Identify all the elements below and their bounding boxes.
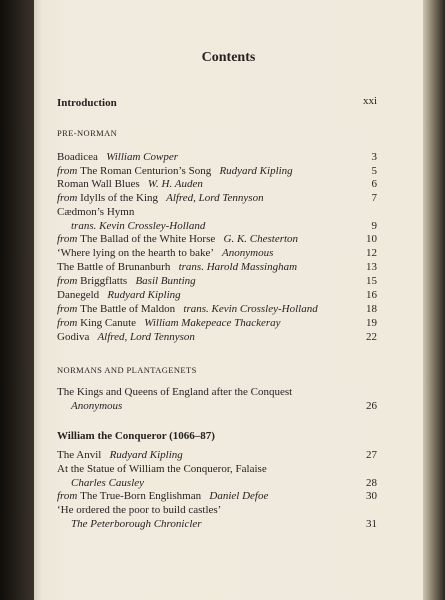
entry-author: The Peterborough Chronicler [71,518,202,530]
entry-page-number: 28 [366,477,377,489]
entry-prefix: from [57,317,81,329]
entry-author: G. K. Chesterton [215,233,299,245]
page-title: Contents [201,50,256,65]
entry-page-number: 27 [366,449,377,461]
introduction-page: xxi [362,95,377,107]
entry-title: Boadicea [57,151,98,163]
entry-title: The Battle of Maldon [80,303,176,315]
entry-author: Basil Bunting [127,275,196,287]
entry-prefix: from [57,165,81,177]
toc-entry [57,463,267,476]
toc-entry [57,165,293,178]
entry-author: Alfred, Lord Tennyson [89,331,195,343]
entry-page-number: 19 [366,317,377,329]
entry-prefix: from [57,490,81,502]
entry-page-number: 3 [371,151,377,163]
entry-title: At the Statue of William the Conqueror, Falaise [57,463,267,475]
toc-entry [57,233,298,246]
entry-author: Alfred, Lord Tennyson [158,192,264,204]
toc-entry [57,151,178,164]
entry-page-number: 12 [366,247,377,259]
toc-entry [57,331,195,344]
introduction-label: Introduction [57,97,117,109]
page-edge [423,0,445,600]
entry-prefix: from [57,192,81,204]
entry-author: William Makepeace Thackeray [136,317,281,329]
toc-entry [57,261,297,274]
entry-page-number: 16 [366,289,377,301]
entry-page-number: 18 [366,303,377,315]
entry-title: ‘He ordered the poor to build castles’ [57,504,222,516]
toc-entry [57,178,203,191]
entry-author: trans. Harold Massingham [170,261,298,273]
entry-author: Rudyard Kipling [211,165,293,177]
section-heading-william: William the Conqueror (1066–87) [57,430,215,442]
entry-author: W. H. Auden [139,178,203,190]
entry-author: trans. Kevin Crossley-Holland [71,220,206,232]
entry-author: Rudyard Kipling [99,289,181,301]
section-heading-normans: NORMANS AND PLANTAGENETS [57,365,197,375]
entry-author: Rudyard Kipling [101,449,183,461]
entry-page-number: 9 [371,220,377,232]
entry-author: Anonymous [214,247,274,259]
toc-entry [57,289,181,302]
entry-page-number: 31 [366,518,377,530]
toc-entry [57,192,264,205]
entry-author: Daniel Defoe [201,490,269,502]
entry-page-number: 30 [366,490,377,502]
toc-entry [57,490,268,503]
entry-author: Anonymous [71,400,123,412]
entry-author: trans. Kevin Crossley-Holland [175,303,318,315]
entry-title: King Canute [80,317,137,329]
entry-author: William Cowper [97,151,178,163]
entry-prefix: from [57,303,81,315]
entry-title: The Kings and Queens of England after the Conquest [57,386,293,398]
toc-entry [57,206,134,219]
entry-page-number: 22 [366,331,377,343]
toc-entry [57,386,292,399]
entry-prefix: from [57,275,81,287]
book-gutter [0,0,34,600]
toc-entry [57,247,273,260]
entry-title: ‘Where lying on the hearth to bake’ [57,247,214,259]
entry-page-number: 6 [371,178,377,190]
entry-title: Danegeld [57,289,100,301]
section-heading-pre-norman: PRE-NORMAN [57,128,118,138]
toc-entry [57,317,281,330]
entry-title: The Roman Centurion’s Song [80,165,212,177]
entry-page-number: 13 [366,261,377,273]
entry-title: Cædmon’s Hymn [57,206,135,218]
toc-entry [57,275,196,288]
toc-entry [57,504,221,517]
toc-entry [57,449,183,462]
entry-page-number: 10 [366,233,377,245]
entry-prefix: from [57,233,81,245]
entry-page-number: 5 [371,165,377,177]
entry-title: Idylls of the King [80,192,159,204]
entry-page-number: 26 [366,400,377,412]
entry-title: The Ballad of the White Horse [80,233,216,245]
entry-page-number: 15 [366,275,377,287]
entry-title: Briggflatts [80,275,128,287]
entry-title: The Anvil [57,449,102,461]
entry-author: Charles Causley [71,477,145,489]
toc-entry [57,303,318,316]
book-page [34,0,423,600]
entry-title: Roman Wall Blues [57,178,140,190]
entry-page-number: 7 [371,192,377,204]
entry-title: The Battle of Brunanburh [57,261,171,273]
entry-title: The True-Born Englishman [80,490,202,502]
entry-title: Godiva [57,331,90,343]
